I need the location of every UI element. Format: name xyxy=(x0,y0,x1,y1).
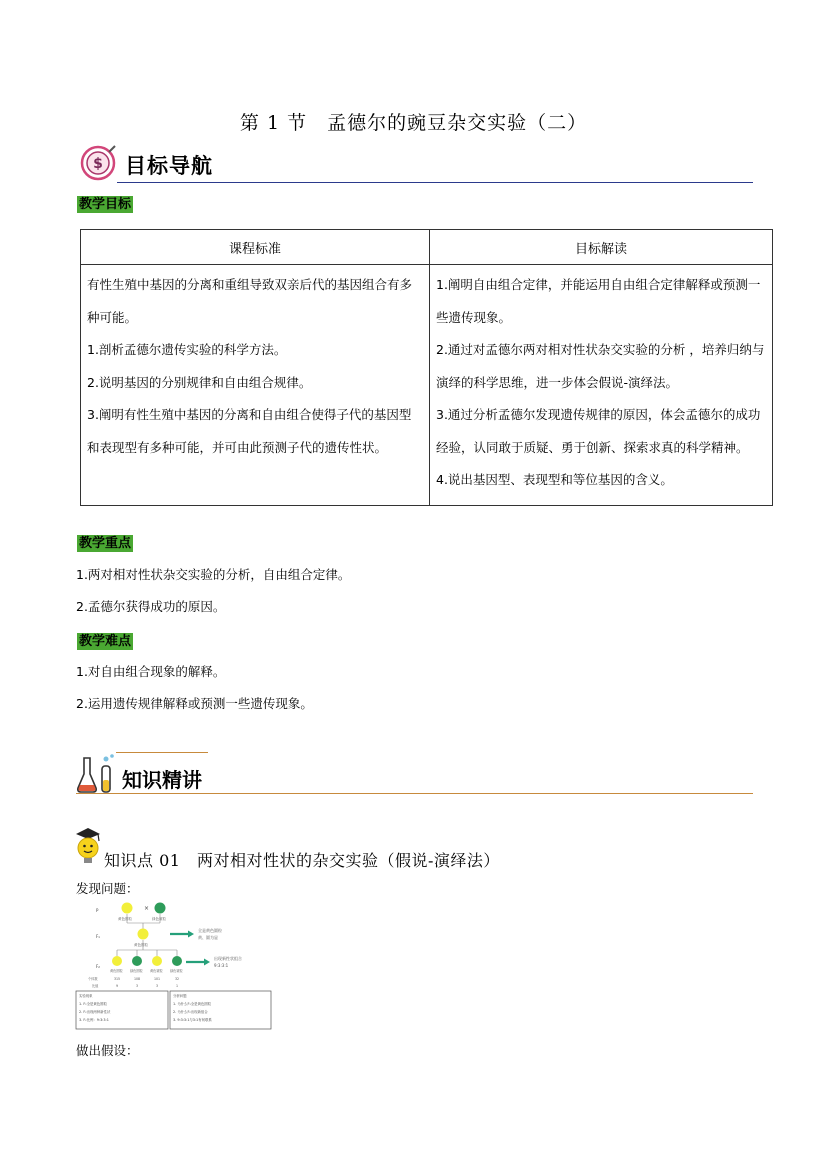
pea-f2-yellow-wrinkled xyxy=(152,956,162,966)
list-item: 4.说出基因型、表现型和等位基因的含义。 xyxy=(436,472,673,487)
key-point-item: 1.两对相对性状杂交实验的分析，自由组合定律。 xyxy=(76,567,351,582)
table-row xyxy=(81,265,773,506)
pea-label: 黄色圆粒 xyxy=(134,943,148,947)
table-header: 目标解读 xyxy=(430,230,773,265)
pea-f2-green-round xyxy=(132,956,142,966)
list-item: 有性生殖中基因的分离和重组导致双亲后代的基因组合有多种可能。 xyxy=(87,277,413,325)
list-item: 2.说明基因的分别规律和自由组合规律。 xyxy=(87,374,312,390)
f1-note: 全是黄色圆粒 xyxy=(198,928,222,933)
ratio-label: 比值 xyxy=(92,984,99,988)
section-header-goals xyxy=(77,142,753,186)
list-item: 1.剖析孟德尔遗传实验的科学方法。 xyxy=(87,342,287,357)
pea-label: 黄色圆粒 xyxy=(118,917,132,921)
counts-label: 个体数 xyxy=(88,977,98,981)
tag-key-points xyxy=(77,532,133,552)
page-title: 第 1 节 孟德尔的豌豆杂交实验（二） xyxy=(239,112,588,134)
list-item: 3.通过分析孟德尔发现遗传规律的原因，体会孟德尔的成功经验，认同敢于质疑、勇于创新、探索求真的科学精神。 xyxy=(436,407,761,455)
tag-label: 教学难点 xyxy=(79,634,132,649)
section-header-knowledge xyxy=(76,750,753,798)
table-header-row xyxy=(81,230,773,265)
section-divider xyxy=(76,793,753,794)
box-line: 1. F₁全是黄色圆粒 xyxy=(79,1002,107,1006)
count-value: 32 xyxy=(175,977,180,981)
f2-label: 黄色圆粒 xyxy=(110,969,123,973)
box-line: 2. F₂出现两种新性状 xyxy=(79,1010,111,1014)
difficulty-item: 1.对自由组合现象的解释。 xyxy=(76,664,226,679)
list-item: 2.通过对孟德尔两对相对性状杂交实验的分析 ，培养归纳与演绎的科学思维，进一步体会假说-演绎法。 xyxy=(436,342,765,390)
flask-icon xyxy=(76,752,116,794)
svg-text:$: $ xyxy=(93,156,103,172)
section-accent-line xyxy=(116,752,208,753)
f2-label: 绿色圆粒 xyxy=(130,969,143,973)
scholar-bulb-icon xyxy=(72,826,104,866)
tag-label: 教学重点 xyxy=(79,536,132,551)
box-line: 分析问题 xyxy=(173,994,187,998)
section-divider xyxy=(117,182,753,183)
dihybrid-cross-diagram xyxy=(74,898,279,1031)
table-header: 课程标准 xyxy=(81,230,430,265)
pea-yellow-round xyxy=(122,903,133,914)
goals-table xyxy=(80,229,773,506)
section-title-knowledge: 知识精讲 xyxy=(122,768,202,792)
section-title-goals: 目标导航 xyxy=(125,154,213,178)
f2-note: 出现新性状组合 xyxy=(214,956,242,961)
knowledge-point-title: 知识点 01 两对相对性状的杂交实验（假说-演绎法） xyxy=(104,851,500,870)
tag-label: 教学目标 xyxy=(79,197,132,212)
box-line: 3. 9:3:3:1与3:1有何联系 xyxy=(173,1018,212,1022)
ratio-value: 3 xyxy=(136,984,139,988)
gen-f2-label: F₂ xyxy=(96,964,100,969)
key-point-item: 2.孟德尔获得成功的原因。 xyxy=(76,599,226,614)
tag-teaching-goals xyxy=(77,193,133,213)
gen-f1-label: F₁ xyxy=(96,934,100,939)
pea-f2-green-wrinkled xyxy=(172,956,182,966)
ratio-value: 1 xyxy=(176,984,179,988)
cross-symbol: × xyxy=(144,905,150,912)
list-item: 1.阐明自由组合定律，并能运用自由组合定律解释或预测一些遗传现象。 xyxy=(436,277,761,325)
hypothesis-label: 做出假设： xyxy=(76,1043,139,1058)
box-line: 1. 为什么F₁全是黄色圆粒 xyxy=(173,1002,212,1006)
pea-f2-yellow-round xyxy=(112,956,122,966)
discover-label: 发现问题： xyxy=(76,881,139,896)
ratio-value: 9 xyxy=(116,984,119,988)
gen-p-label: P xyxy=(96,908,99,913)
list-item: 3.阐明有性生殖中基因的分离和自由组合使得子代的基因型和表现型有多种可能，并可由此预测子代的遗传性状。 xyxy=(87,407,412,455)
pea-label: 绿色皱粒 xyxy=(152,917,166,921)
pea-green-wrinkled xyxy=(155,903,166,914)
f2-note: 9:3:3:1 xyxy=(214,963,229,968)
count-value: 101 xyxy=(154,977,161,981)
box-line: 实验现象 xyxy=(79,994,93,998)
ratio-value: 3 xyxy=(156,984,159,988)
box-line: 2. 为什么F₂出现新组合 xyxy=(173,1010,208,1014)
count-value: 108 xyxy=(134,977,141,981)
f1-note: 黄、圆为显 xyxy=(198,935,218,940)
curriculum-standards-cell xyxy=(81,265,430,506)
tag-difficulties xyxy=(77,630,133,650)
goal-nav-icon xyxy=(79,144,117,182)
f2-label: 黄色皱粒 xyxy=(150,969,163,973)
box-line: 3. F₂比例：9:3:3:1 xyxy=(79,1018,109,1022)
f2-label: 绿色皱粒 xyxy=(170,969,183,973)
pea-f1 xyxy=(138,929,149,940)
goal-interpretation-cell xyxy=(430,265,773,506)
count-value: 315 xyxy=(114,977,121,981)
difficulty-item: 2.运用遗传规律解释或预测一些遗传现象。 xyxy=(76,696,313,711)
